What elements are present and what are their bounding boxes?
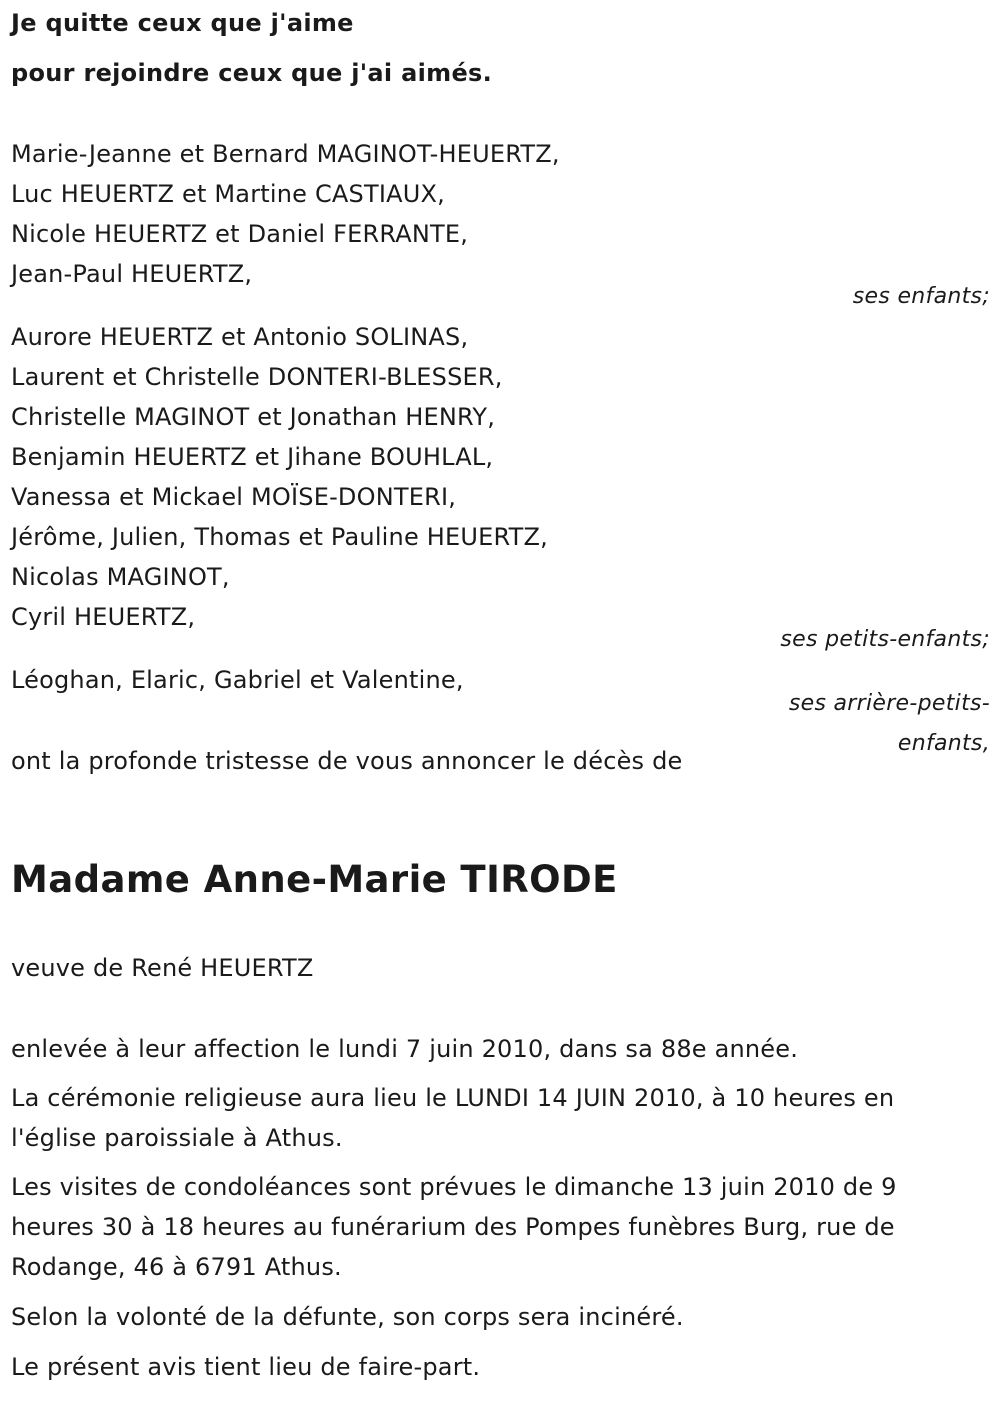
quote-line-2: pour rejoindre ceux que j'ai aimés. bbox=[11, 59, 493, 87]
deceased-name: Madame Anne-Marie TIRODE bbox=[11, 858, 618, 901]
relation-grandchildren: ses petits-enfants; bbox=[780, 627, 990, 652]
list-item: Aurore HEUERTZ et Antonio SOLINAS, bbox=[11, 323, 469, 351]
ceremony-text: La cérémonie religieuse aura lieu le LUNDI 14 JUIN 2010, à 10 heures en l'église paroissiale à Athus. bbox=[11, 1084, 895, 1152]
relation-great-grandchildren: ses arrière-petits-enfants, bbox=[788, 691, 990, 756]
notice-text: Le présent avis tient lieu de faire-part. bbox=[11, 1353, 481, 1381]
list-item: Nicolas MAGINOT, bbox=[11, 563, 230, 591]
list-item: Léoghan, Elaric, Gabriel et Valentine, bbox=[11, 666, 464, 694]
list-item: Christelle MAGINOT et Jonathan HENRY, bbox=[11, 403, 496, 431]
list-item: Cyril HEUERTZ, bbox=[11, 603, 196, 631]
announcement-text: ont la profonde tristesse de vous annoncer le décès de bbox=[11, 747, 683, 775]
great-grandchildren-list bbox=[11, 660, 464, 700]
list-item: Jérôme, Julien, Thomas et Pauline HEUERTZ, bbox=[11, 523, 548, 551]
list-item: Vanessa et Mickael MOÏSE-DONTERI, bbox=[11, 483, 457, 511]
list-item: Luc HEUERTZ et Martine CASTIAUX, bbox=[11, 180, 445, 208]
list-item: Nicole HEUERTZ et Daniel FERRANTE, bbox=[11, 220, 469, 248]
widow-of: veuve de René HEUERTZ bbox=[11, 954, 314, 982]
cremation-text: Selon la volonté de la défunte, son corps sera incinéré. bbox=[11, 1303, 684, 1331]
list-item: Marie-Jeanne et Bernard MAGINOT-HEUERTZ, bbox=[11, 140, 560, 168]
quote-line-1: Je quitte ceux que j'aime bbox=[11, 9, 354, 37]
children-list bbox=[11, 134, 560, 294]
grandchildren-list bbox=[11, 317, 548, 637]
list-item: Jean-Paul HEUERTZ, bbox=[11, 260, 253, 288]
passing-text: enlevée à leur affection le lundi 7 juin 2010, dans sa 88e année. bbox=[11, 1035, 799, 1063]
list-item: Benjamin HEUERTZ et Jihane BOUHLAL, bbox=[11, 443, 494, 471]
relation-children: ses enfants; bbox=[852, 284, 990, 309]
visits-text: Les visites de condoléances sont prévues le dimanche 13 juin 2010 de 9 heures 30 à 18 heures au funérarium des Pompes funèbres Burg, rue de Rodange, 46 à 6791 Athus. bbox=[11, 1173, 897, 1281]
list-item: Laurent et Christelle DONTERI-BLESSER, bbox=[11, 363, 503, 391]
